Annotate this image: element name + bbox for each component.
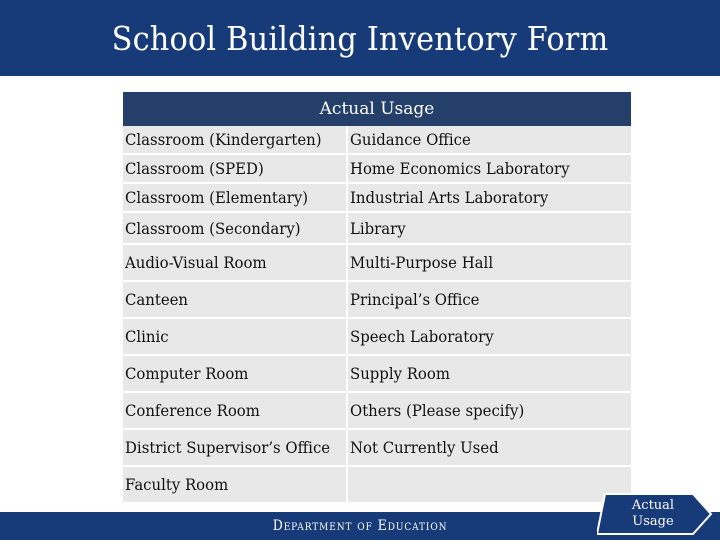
table-row: [123, 467, 631, 502]
department-label: Department of Education: [272, 518, 448, 534]
table-cell: Library: [348, 213, 631, 243]
table-cell: Canteen: [123, 282, 346, 317]
table-cell: Classroom (Secondary): [123, 213, 346, 243]
table-cell: Classroom (SPED): [123, 155, 346, 182]
table-row: [123, 126, 631, 155]
table-cell: Guidance Office: [348, 126, 631, 153]
table-row: [123, 356, 631, 393]
table-cell: Classroom (Kindergarten): [123, 126, 346, 153]
table-header-label: Actual Usage: [319, 99, 435, 119]
table-cell: [348, 467, 631, 502]
page-title: School Building Inventory Form: [111, 18, 609, 58]
title-bar: [0, 0, 720, 76]
table-cell: Audio-Visual Room: [123, 245, 346, 280]
table-cell: Industrial Arts Laboratory: [348, 184, 631, 211]
table-row: [123, 213, 631, 245]
table-row: [123, 319, 631, 356]
table-row: [123, 393, 631, 430]
table-row: [123, 430, 631, 467]
table-header: [123, 92, 631, 126]
nav-button-label: Actual Usage: [631, 498, 675, 529]
table-cell: Others (Please specify): [348, 393, 631, 428]
usage-table: [123, 92, 631, 502]
table-cell: Clinic: [123, 319, 346, 354]
table-row: [123, 245, 631, 282]
table-cell: Faculty Room: [123, 467, 346, 502]
actual-usage-nav-button[interactable]: [597, 492, 715, 536]
table-cell: Supply Room: [348, 356, 631, 391]
table-cell: Conference Room: [123, 393, 346, 428]
table-cell: Speech Laboratory: [348, 319, 631, 354]
table-row: [123, 282, 631, 319]
table-cell: Principal’s Office: [348, 282, 631, 317]
table-cell: Computer Room: [123, 356, 346, 391]
table-row: [123, 184, 631, 213]
table-cell: Not Currently Used: [348, 430, 631, 465]
table-cell: Home Economics Laboratory: [348, 155, 631, 182]
table-cell: Multi-Purpose Hall: [348, 245, 631, 280]
table-cell: District Supervisor’s Office: [123, 430, 346, 465]
table-cell: Classroom (Elementary): [123, 184, 346, 211]
table-row: [123, 155, 631, 184]
